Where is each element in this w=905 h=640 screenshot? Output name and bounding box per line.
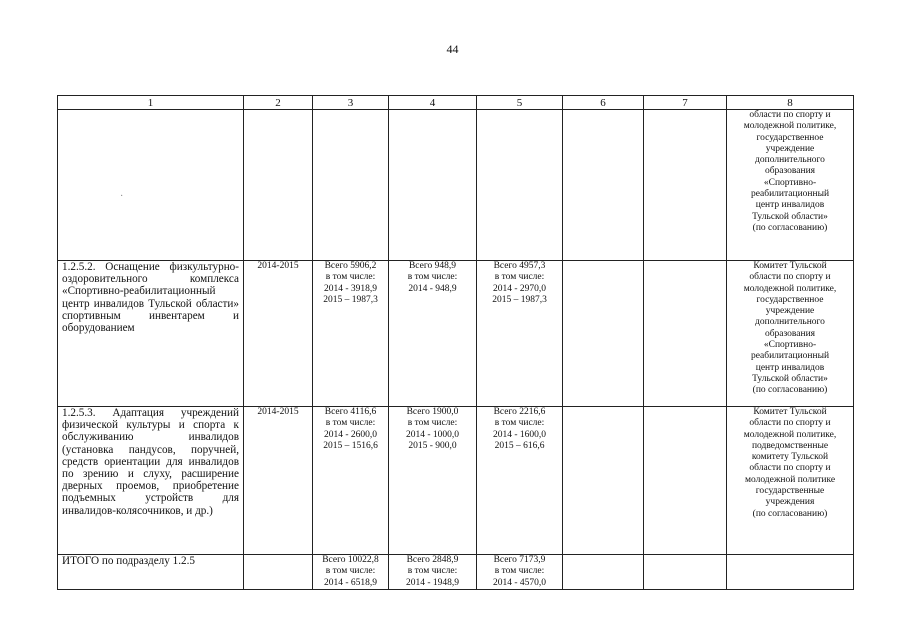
org-line: области по спорту и — [749, 110, 831, 120]
regional-funding-cell — [477, 555, 563, 590]
funding-line: 2014 - 6518,9 — [323, 577, 378, 588]
federal-funding-cell — [389, 261, 477, 407]
responsible-org-cell — [727, 261, 854, 407]
period-cell: 2014-2015 — [244, 407, 313, 555]
funding-line: Всего 2848,9 — [406, 555, 459, 565]
period-cell — [244, 110, 313, 261]
org-line: «Спортивно- — [763, 177, 817, 188]
funding-line: 2014 - 3918,9 — [323, 283, 378, 294]
funding-line: 2015 – 1987,3 — [492, 294, 547, 305]
org-line: (по согласованию) — [752, 222, 828, 233]
org-line: молодежной политике, — [743, 283, 837, 294]
org-line: области по спорту и — [749, 463, 831, 474]
scan-speck: · — [120, 191, 124, 202]
funding-line: Всего 2216,6 — [493, 407, 546, 417]
total-funding-cell — [313, 407, 389, 555]
funding-line: 2015 – 616,6 — [494, 440, 545, 451]
funding-line: Всего 10022,8 — [322, 555, 379, 565]
municipal-funding-cell — [563, 407, 644, 555]
org-line: центр инвалидов — [755, 362, 825, 373]
org-line: области по спорту и — [749, 272, 831, 283]
funding-line: 2015 – 1987,3 — [323, 294, 378, 305]
funding-line: 2014 - 948,9 — [408, 283, 457, 294]
funding-line: в том числе: — [407, 418, 458, 429]
federal-funding-cell — [389, 555, 477, 590]
funding-line: в том числе: — [325, 566, 376, 577]
table-row — [58, 407, 854, 555]
page-number: 44 — [446, 42, 459, 56]
table-row — [58, 261, 854, 407]
funding-line: 2015 - 900,0 — [408, 440, 457, 451]
funding-line: в том числе: — [407, 272, 458, 283]
table-row — [58, 110, 854, 261]
header-cell: 8 — [727, 96, 854, 110]
federal-funding-cell — [389, 110, 477, 261]
funding-line: Всего 4957,3 — [493, 261, 546, 271]
org-line: подведомственные — [751, 440, 829, 451]
org-line: области по спорту и — [749, 418, 831, 429]
org-line: государственное — [756, 294, 824, 305]
funding-line: Всего 5906,2 — [324, 261, 377, 271]
funding-line: 2014 - 4570,0 — [492, 577, 547, 588]
funding-line: 2015 – 1516,6 — [323, 440, 378, 451]
regional-funding-cell — [477, 110, 563, 261]
funding-line: в том числе: — [325, 418, 376, 429]
org-line: молодежной политике, — [743, 121, 837, 132]
other-funding-cell — [644, 555, 727, 590]
funding-line: Всего 948,9 — [408, 261, 457, 271]
funding-line: 2014 - 1948,9 — [405, 577, 460, 588]
header-cell: 7 — [644, 96, 727, 110]
org-line: Комитет Тульской — [753, 261, 827, 271]
total-label: ИТОГО по подразделу 1.2.5 — [58, 555, 244, 590]
header-cell: 6 — [563, 96, 644, 110]
funding-line: Всего 4116,6 — [324, 407, 377, 417]
period-cell — [244, 555, 313, 590]
org-line: учреждение — [765, 306, 815, 317]
other-funding-cell — [644, 261, 727, 407]
total-funding-cell — [313, 555, 389, 590]
funding-line: в том числе: — [325, 272, 376, 283]
total-row — [58, 555, 854, 590]
budget-table — [57, 95, 854, 590]
period-cell: 2014-2015 — [244, 261, 313, 407]
org-line: комитету Тульской — [751, 452, 829, 463]
total-funding-cell — [313, 110, 389, 261]
measure-description — [58, 110, 244, 261]
regional-funding-cell — [477, 407, 563, 555]
org-line: государственное — [756, 132, 824, 143]
funding-line: в том числе: — [494, 566, 545, 577]
measure-description: 1.2.5.2. Оснащение физкультурно-оздоровительного комплекса «Спортивно-реабилитационный центр инвалидов Тульской области» спортивным инвентарем и оборудованием — [58, 261, 244, 407]
funding-line: в том числе: — [407, 566, 458, 577]
federal-funding-cell — [389, 407, 477, 555]
org-line: дополнительного — [755, 155, 825, 166]
funding-line: 2014 - 1600,0 — [492, 429, 547, 440]
responsible-org-cell — [727, 555, 854, 590]
org-line: Тульской области» — [752, 211, 828, 222]
other-funding-cell — [644, 110, 727, 261]
header-cell: 5 — [477, 96, 563, 110]
municipal-funding-cell — [563, 261, 644, 407]
funding-line: Всего 1900,0 — [406, 407, 459, 417]
org-line: государственные — [755, 486, 825, 497]
funding-line: 2014 - 2600,0 — [323, 429, 378, 440]
header-cell: 3 — [313, 96, 389, 110]
org-line: дополнительного — [755, 317, 825, 328]
org-line: Тульской области» — [752, 373, 828, 384]
measure-description: 1.2.5.3. Адаптация учреждений физической культуры и спорта к обслуживанию инвалидов (установка пандусов, поручней, средств ориентации для инвалидов по зрению и слуху, расширение дверных проемов, приобретение подъемных устройств для инвалидов-колясочников, и др.) — [58, 407, 244, 555]
header-cell: 4 — [389, 96, 477, 110]
org-line: молодежной политике, — [743, 429, 837, 440]
org-line: образования — [764, 328, 816, 339]
header-cell: 2 — [244, 96, 313, 110]
org-line: образования — [764, 166, 816, 177]
org-line: учреждения — [765, 497, 815, 508]
org-line: реабилитационный — [750, 189, 830, 200]
org-line: «Спортивно- — [763, 340, 817, 351]
funding-line: в том числе: — [494, 272, 545, 283]
total-funding-cell — [313, 261, 389, 407]
org-line: Комитет Тульской — [753, 407, 827, 417]
header-cell: 1 — [58, 96, 244, 110]
funding-line: 2014 - 2970,0 — [492, 283, 547, 294]
org-line: молодежной политике — [744, 474, 836, 485]
org-line: (по согласованию) — [752, 385, 828, 396]
funding-line: 2014 - 1000,0 — [405, 429, 460, 440]
org-line: центр инвалидов — [755, 200, 825, 211]
header-row — [58, 96, 854, 110]
municipal-funding-cell — [563, 110, 644, 261]
org-line: (по согласованию) — [752, 508, 828, 519]
responsible-org-cell — [727, 110, 854, 261]
funding-line: в том числе: — [494, 418, 545, 429]
org-line: учреждение — [765, 143, 815, 154]
municipal-funding-cell — [563, 555, 644, 590]
org-line: реабилитационный — [750, 351, 830, 362]
regional-funding-cell — [477, 261, 563, 407]
responsible-org-cell — [727, 407, 854, 555]
funding-line: Всего 7173,9 — [493, 555, 546, 565]
other-funding-cell — [644, 407, 727, 555]
